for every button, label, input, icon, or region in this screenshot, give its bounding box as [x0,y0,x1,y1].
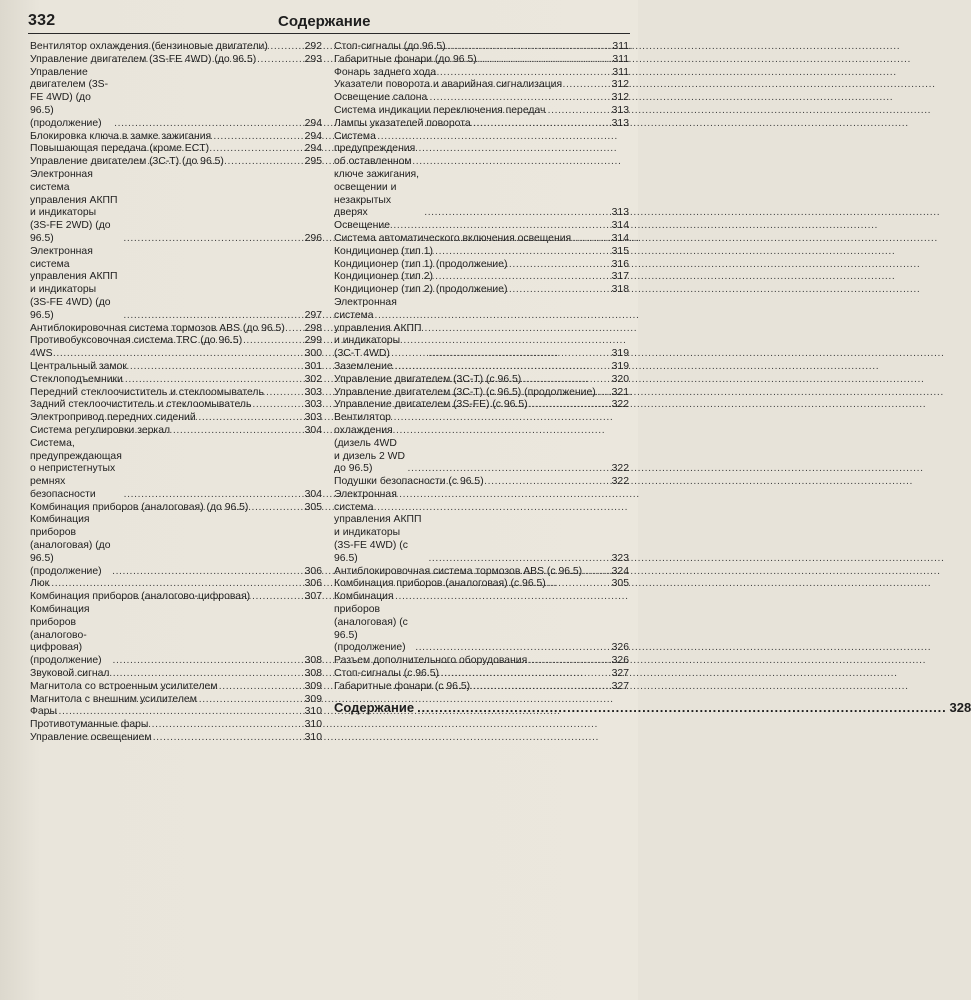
toc-dot-leader [81,719,305,732]
toc-entry[interactable] [334,399,629,412]
toc-entry-title: Управление двигателем (3C-T) (с 96.5) [334,373,522,385]
toc-entry-page: 310 [304,706,322,718]
toc-entry-title: Передний стеклоочиститель и стеклоомыватель [30,386,264,398]
toc-entry-title: Вентилятор охлаждения (бензиновые двигатели) [30,41,268,52]
toc-entry-page: 299 [304,335,322,347]
toc-entry-page: 296 [304,232,322,244]
toc-summary-title: Содержание [334,699,415,715]
toc-entry-page: 322 [611,463,629,475]
toc-entry-page: 309 [304,680,322,692]
toc-dot-leader [407,463,612,476]
toc-entry-page: 320 [611,373,629,385]
toc-entry-title: Комбинация приборов (аналогово-цифровая) [30,591,251,603]
toc-dot-leader [403,259,611,272]
toc-entry[interactable] [30,169,322,246]
toc-dot-leader [112,655,305,668]
toc-dot-leader [115,387,305,400]
toc-entry-page: 306 [304,578,322,590]
toc-entry[interactable] [30,425,322,438]
toc-column-right [334,41,971,716]
toc-entry-page: 322 [611,476,629,488]
toc-entry-title: Магнитола с внешним усилителем [30,693,197,705]
toc-right-entries [334,41,629,694]
toc-dot-leader [409,399,611,412]
toc-entry-title: 4WS [30,348,53,360]
toc-entry[interactable] [30,591,322,604]
toc-dot-leader [392,118,612,131]
toc-entry-page: 305 [304,501,322,513]
toc-entry[interactable] [334,578,629,591]
toc-entry-title: Кондиционер (тип 2) (продолжение) [334,284,508,296]
toc-entry-page: 327 [611,680,629,692]
toc-entry-page: 314 [611,220,629,232]
toc-dot-leader [97,694,305,707]
toc-dot-leader [409,655,612,668]
toc-entry-page: 292 [304,41,322,52]
toc-entry[interactable] [334,668,629,681]
toc-entry[interactable] [30,732,322,745]
toc-entry[interactable] [30,578,322,591]
toc-entry-page: 301 [304,360,322,372]
toc-entry[interactable] [334,284,629,297]
toc-entry-title: Управление двигателем (3C-T) (с 96.5) (продолжение) [334,386,596,398]
toc-dot-leader [120,323,305,336]
toc-dot-leader [122,310,304,323]
toc-entry-page: 308 [304,668,322,680]
header-divider [28,33,630,34]
toc-entry-title: Кондиционер (тип 1) [334,245,433,257]
toc-dot-leader [112,399,305,412]
toc-entry-page: 308 [304,655,322,667]
toc-summary-leader [414,700,949,716]
toc-entry[interactable] [334,271,629,284]
toc-entry[interactable] [334,681,629,694]
toc-entry-title: Система, предупреждающая о непристегнутых ремнях безопасности [30,437,122,500]
toc-entry-page: 297 [304,309,322,321]
toc-dot-leader [427,348,611,361]
toc-entry-title: Кондиционер (тип 1) (продолжение) [334,258,508,270]
toc-entry-page: 312 [611,79,629,91]
toc-entry-title: Комбинация приборов (аналоговая) (до 96.5) (продолжение) [30,514,111,577]
toc-entry-title: Система индикации переключения передач [334,104,546,116]
toc-dot-leader [427,553,611,566]
toc-entry-title: Указатели поворота и аварийная сигнализация [334,79,563,91]
toc-dot-leader [376,92,611,105]
toc-entry[interactable] [334,41,629,54]
toc-entry[interactable] [30,502,322,515]
toc-dot-leader [111,566,305,579]
toc-entry[interactable] [334,92,629,105]
toc-entry-title: Заземление [334,360,393,372]
toc-entry-title: Управление двигателем (3S-FE) (с 96.5) [334,399,528,411]
toc-entry[interactable] [334,79,629,92]
toc-entry-page: 312 [611,92,629,104]
toc-entry[interactable] [30,438,322,502]
toc-entry[interactable] [334,220,629,233]
toc-entry-page: 311 [612,53,629,65]
toc-entry-title: Задний стеклоочиститель и стеклоомыватель [30,399,252,411]
toc-dot-leader [101,131,305,144]
toc-entry-title: Габаритные фонари (с 96.5) [334,680,471,692]
toc-dot-leader [421,233,612,246]
toc-entry-title: Управление двигателем (3C-T) (до 96.5) [30,156,224,168]
toc-dot-leader [123,489,305,502]
toc-entry-page: 304 [304,424,322,436]
toc-entry[interactable] [30,681,322,694]
toc-entry-page: 324 [611,565,629,577]
toc-dot-leader [111,502,305,515]
toc-entry-title: Стоп-сигналы (с 96.5) [334,668,439,680]
toc-entry[interactable] [334,374,629,387]
toc-entry[interactable] [30,604,322,668]
toc-entry[interactable] [30,41,322,54]
toc-entry-page: 294 [304,117,322,129]
toc-dot-leader [424,566,612,579]
toc-dot-leader [414,578,611,591]
toc-entry-title: Комбинация приборов (аналоговая) (до 96.5) [30,501,249,513]
toc-dot-leader [394,54,613,67]
toc-entry[interactable] [30,706,322,719]
toc-entry-page: 307 [304,591,322,603]
toc-entry[interactable] [30,514,322,578]
toc-entry[interactable] [30,348,322,361]
toc-entry-page: 313 [611,104,629,116]
toc-entry[interactable] [30,412,322,425]
toc-entry[interactable] [30,374,322,387]
toc-entry-title: Противобуксовочная система TRC (до 96.5) [30,335,243,347]
toc-summary-entry[interactable] [334,699,971,716]
toc-entry-title: Система автоматического включения освещения [334,232,572,244]
toc-entry-title: Электронная система управления АКПП и индикаторы (3S-FE 4WD) (с 96.5) [334,488,422,564]
toc-entry-page: 309 [304,693,322,705]
toc-entry[interactable] [334,591,629,655]
toc-entry-title: Лампы указателей поворота [334,117,471,129]
toc-entry-page: 303 [304,399,322,411]
toc-entry-page: 294 [304,143,322,155]
toc-entry-title: Освещение салона [334,92,428,104]
toc-entry-title: Центральный замок [30,360,127,372]
toc-dot-leader [378,271,611,284]
toc-entry-title: Комбинация приборов (аналоговая) (с 96.5) [334,578,546,590]
toc-entry[interactable] [334,105,629,118]
toc-dot-leader [103,681,305,694]
toc-entry-page: 313 [611,117,629,129]
toc-entry-page: 298 [304,322,322,334]
toc-entry[interactable] [30,143,322,156]
toc-entry-page: 313 [611,207,629,219]
toc-entry-page: 316 [611,258,629,270]
toc-entry-page: 326 [611,642,629,654]
toc-entry[interactable] [334,246,629,259]
toc-entry-title: Фонарь заднего хода [334,66,437,78]
toc-dot-leader [378,246,611,259]
toc-entry-title: Стеклоподъемники [30,373,123,385]
toc-dot-leader [381,668,612,681]
toc-entry-title: Освещение [334,220,390,232]
toc-entry[interactable] [30,387,322,400]
toc-entry[interactable] [334,655,629,668]
toc-dot-leader [73,361,305,374]
toc-dot-leader [396,476,612,489]
toc-summary-page: 328 [949,699,971,715]
toc-entry-page: 303 [304,412,322,424]
toc-entry[interactable] [334,387,629,400]
toc-dot-leader [361,220,612,233]
toc-dot-leader [100,143,304,156]
toc-dot-leader [403,284,611,297]
toc-entry-title: Магнитола со встроенным усилителем [30,680,218,692]
toc-entry-page: 300 [304,348,322,360]
toc-entry[interactable] [334,412,629,476]
toc-entry[interactable] [30,719,322,732]
toc-entry[interactable] [30,246,322,323]
toc-dot-leader [383,41,612,54]
page-header [28,12,630,32]
toc-entry[interactable] [334,118,629,131]
page-title: Содержание [278,13,371,30]
toc-entry[interactable] [334,476,629,489]
toc-entry-title: Система предупреждения об оставленном ключе зажигания, освещении и незакрытых дверях [334,130,420,219]
toc-entry-page: 323 [611,552,629,564]
toc-dot-leader [113,54,305,67]
toc-entry-page: 303 [304,386,322,398]
toc-entry-page: 294 [304,130,322,142]
toc-entry-page: 314 [611,232,629,244]
toc-entry[interactable] [30,668,322,681]
toc-dot-leader [44,706,305,719]
toc-entry-page: 319 [611,360,629,372]
toc-entry-page: 321 [611,386,629,398]
toc-entry-page: 306 [304,565,322,577]
toc-entry-title: Люк [30,578,50,590]
toc-entry-title: Электронная система управления АКПП и индикаторы (3C-T 4WD) [334,296,422,360]
toc-entry-title: Подушки безопасности (с 96.5) [334,476,484,488]
toc-entry[interactable] [334,67,629,80]
toc-dot-leader [380,67,613,80]
toc-entry[interactable] [30,361,322,374]
toc-entry-page: 322 [611,399,629,411]
toc-dot-leader [427,387,612,400]
toc-dot-leader [414,105,612,118]
toc-entry-page: 317 [611,271,629,283]
toc-dot-leader [113,118,305,131]
toc-entry-page: 302 [304,373,322,385]
toc-dot-leader [112,591,305,604]
toc-dot-leader [40,578,305,591]
toc-dot-leader [122,233,304,246]
toc-dot-leader [109,335,304,348]
toc-dot-leader [423,207,611,220]
toc-entry-page: 295 [304,156,322,168]
toc-entry-page: 293 [304,53,322,65]
toc-dot-leader [41,348,304,361]
toc-entry-title: Комбинация приборов (аналогово-цифровая) (продолжение) [30,604,102,667]
toc-entry[interactable] [334,297,629,361]
toc-entry-page: 311 [612,66,629,78]
toc-entry-page: 305 [611,578,629,590]
toc-entry-title: Управление двигателем (3S-FE 4WD) (до 96.5) [30,53,257,65]
toc-dot-leader [414,642,611,655]
toc-entry-title: Вентилятор охлаждения (дизель 4WD и дизель 2 WD до 96.5) [334,412,405,475]
toc-entry-page: 311 [612,41,629,52]
toc-entry[interactable] [30,131,322,144]
toc-entry-page: 319 [611,348,629,360]
toc-dot-leader [362,361,612,374]
toc-entry-title: Управление двигателем (3S-FE 4WD) (до 96.5) (продолжение) [30,66,109,129]
toc-entry-title: Разъем дополнительного оборудования [334,655,528,667]
toc-entry[interactable] [30,323,322,336]
toc-entry[interactable] [334,259,629,272]
toc-entry-title: Электронная система управления АКПП и индикаторы (3S-FE 2WD) (до 96.5) [30,168,118,244]
toc-entry[interactable] [30,335,322,348]
page-number: 332 [28,12,56,29]
toc-entry-page: 304 [304,488,322,500]
toc-entry-title: Блокировка ключа в замке зажигания [30,130,212,142]
toc-dot-leader [88,425,304,438]
toc-entry-title: Габаритные фонари (до 96.5) [334,53,477,65]
toc-column-left [30,41,322,745]
toc-entry-title: Кондиционер (тип 2) [334,271,433,283]
toc-entry[interactable] [30,54,322,67]
toc-entry[interactable] [30,694,322,707]
toc-dot-leader [72,374,305,387]
toc-entry[interactable] [334,233,629,246]
toc-entry-page: 326 [611,655,629,667]
toc-entry-page: 315 [611,245,629,257]
toc-entry-title: Фары [30,706,57,718]
toc-entry[interactable] [334,131,629,221]
toc-entry-title: Комбинация приборов (аналоговая) (с 96.5) (продолжение) [334,591,408,654]
toc-entry[interactable] [334,54,629,67]
toc-entry-title: Антиблокировочная система тормозов ABS (с 96.5) [334,565,583,577]
toc-entry-title: Электропривод передних сидений [30,412,196,424]
toc-dot-leader [116,41,305,54]
toc-dot-leader [96,412,304,425]
toc-entry-title: Система регулировки зеркал [30,424,171,436]
toc-dot-leader [407,374,611,387]
toc-entry[interactable] [334,489,629,566]
toc-entry[interactable] [30,399,322,412]
toc-entry-page: 318 [611,284,629,296]
toc-entry[interactable] [30,156,322,169]
toc-entry-title: Стоп-сигналы (до 96.5) [334,41,446,52]
toc-entry-page: 310 [304,732,322,744]
toc-entry-page: 310 [304,719,322,731]
toc-entry-title: Противотуманные фары [30,719,149,731]
toc-dot-leader [419,79,612,92]
toc-entry-page: 327 [611,668,629,680]
toc-dot-leader [82,732,305,745]
toc-entry[interactable] [30,67,322,131]
toc-dot-leader [392,681,612,694]
toc-entry-title: Повышающая передача (кроме ECT) [30,143,210,155]
toc-entry-title: Электронная система управления АКПП и индикаторы (3S-FE 4WD) (до 96.5) [30,245,118,321]
toc-entry-title: Звуковой сигнал [30,668,110,680]
toc-entry[interactable] [334,361,629,374]
toc-dot-leader [104,156,304,169]
toc-dot-leader [66,668,304,681]
toc-entry-title: Антиблокировочная система тормозов ABS (до 96.5) [30,322,285,334]
toc-entry-title: Управление освещением [30,732,152,744]
toc-entry[interactable] [334,566,629,579]
